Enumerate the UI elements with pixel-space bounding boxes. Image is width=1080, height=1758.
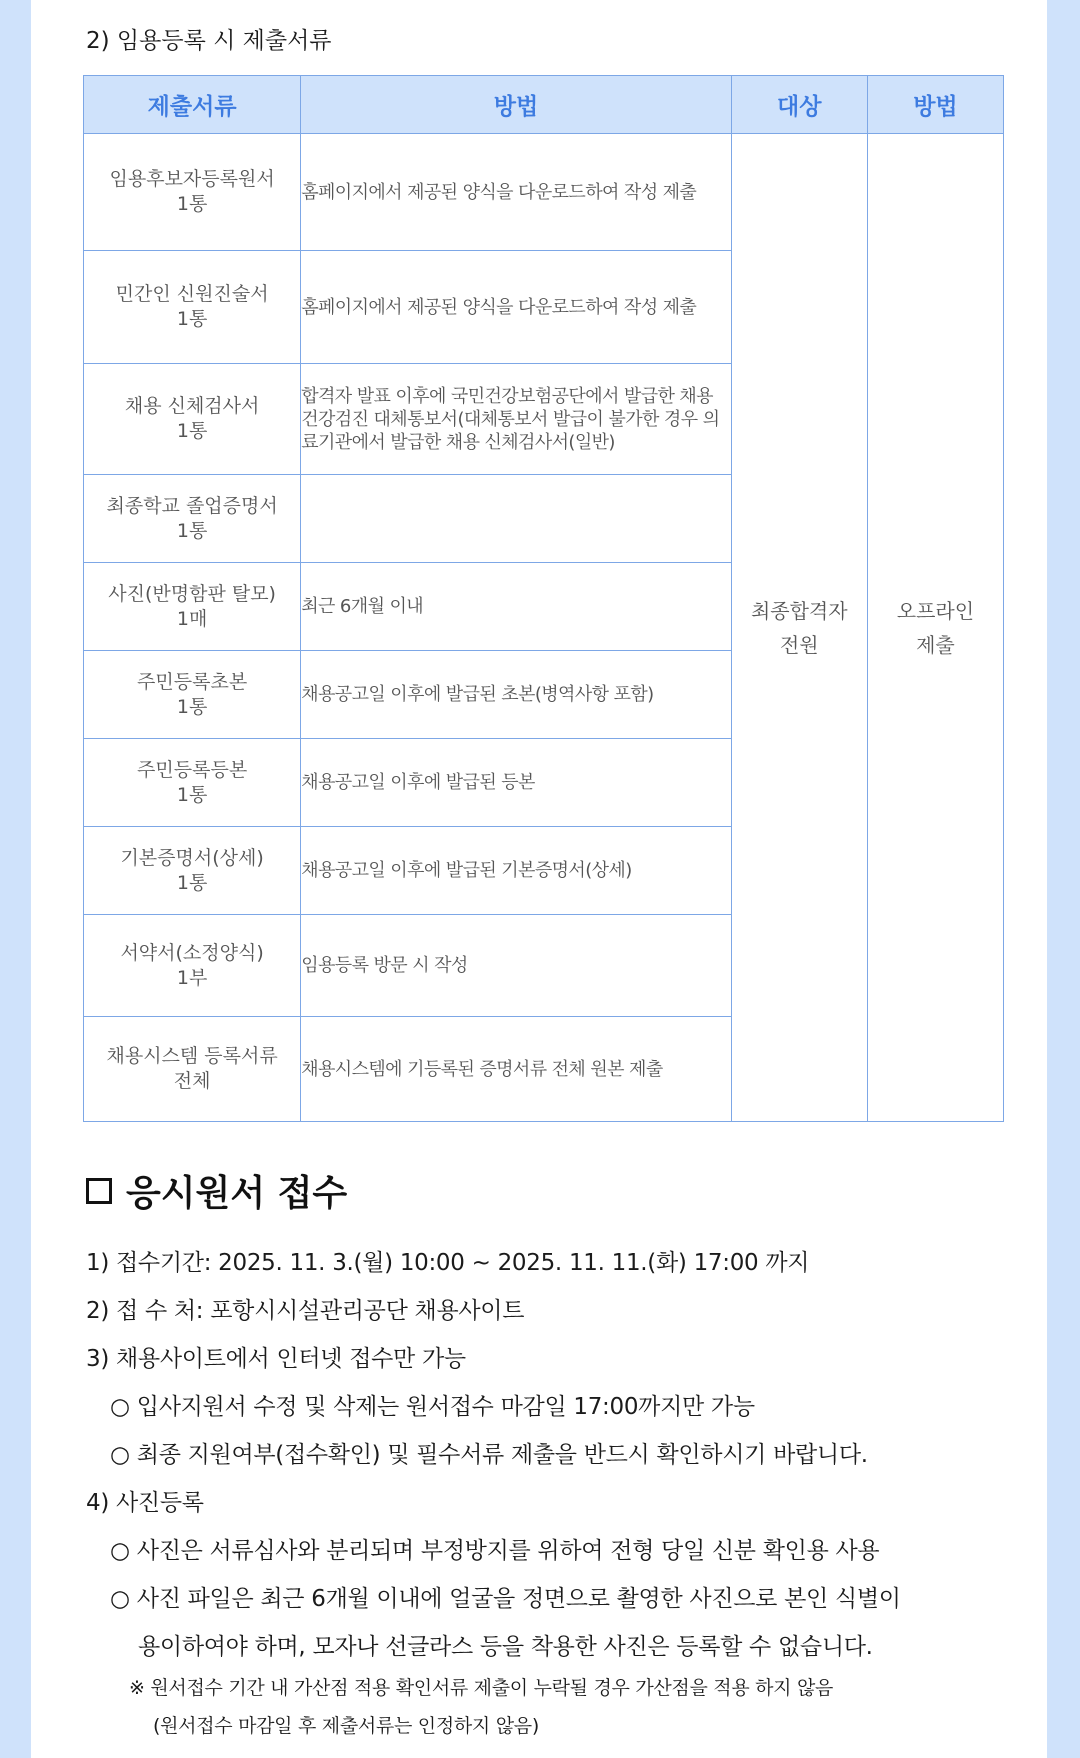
method-cell [301, 475, 731, 563]
photo-bullet: ○ 사진은 서류심사와 분리되며 부정방지를 위하여 전형 당일 신분 확인용 사용 [110, 1538, 880, 1564]
document-cell [84, 251, 301, 364]
header-method: 방법 [301, 76, 731, 134]
square-bullet-icon [86, 1178, 112, 1204]
section-title [86, 1165, 347, 1216]
document-name: 임용후보자등록원서 [109, 168, 275, 190]
method-cell: 채용시스템에 기등록된 증명서류 전체 원본 제출 [301, 1017, 731, 1122]
online-only-note: 3) 채용사이트에서 인터넷 접수만 가능 [86, 1346, 466, 1372]
document-quantity: 1통 [176, 193, 208, 215]
document-name: 기본증명서(상세) [120, 846, 264, 869]
document-name: 주민등록등본 [137, 758, 248, 781]
bonus-points-note: ※ 원서접수 기간 내 가산점 적용 확인서류 제출이 누락될 경우 가산점을 적용 하지 않음 [129, 1677, 834, 1699]
photo-bullet-continuation: 용이하여야 하며, 모자나 선글라스 등을 착용한 사진은 등록할 수 없습니다. [138, 1634, 873, 1660]
submission-line: 오프라인 [896, 598, 975, 623]
document-cell [84, 739, 301, 827]
document-quantity: 전체 [173, 1070, 211, 1092]
document-cell [84, 915, 301, 1017]
online-bullet: ○ 최종 지원여부(접수확인) 및 필수서류 제출을 반드시 확인하시기 바랍니다. [110, 1442, 868, 1468]
bonus-points-note-continuation: (원서접수 마감일 후 제출서류는 인정하지 않음) [153, 1715, 539, 1737]
application-place: 2) 접 수 처: 포항시시설관리공단 채용사이트 [86, 1298, 525, 1324]
document-quantity: 1통 [176, 695, 208, 718]
photo-bullet: ○ 사진 파일은 최근 6개월 이내에 얼굴을 정면으로 촬영한 사진으로 본인 식별이 [110, 1586, 901, 1612]
photo-heading: 4) 사진등록 [86, 1490, 204, 1516]
document-name: 사진(반명함판 탈모) [108, 582, 276, 605]
document-name: 채용시스템 등록서류 [106, 1045, 278, 1067]
document-name: 채용 신체검사서 [124, 395, 260, 417]
document-cell [84, 134, 301, 251]
method-cell: 채용공고일 이후에 발급된 초본(병역사항 포함) [301, 651, 731, 739]
section-title-text: 응시원서 접수 [126, 1173, 348, 1214]
document-cell [84, 651, 301, 739]
table-header-row [84, 76, 1004, 134]
document-page [31, 0, 1047, 1758]
method-cell: 홈페이지에서 제공된 양식을 다운로드하여 작성 제출 [301, 251, 731, 364]
document-cell [84, 1017, 301, 1122]
document-cell [84, 827, 301, 915]
target-line: 최종합격자 [750, 598, 848, 623]
document-name: 서약서(소정양식) [120, 941, 264, 964]
document-name: 최종학교 졸업증명서 [106, 494, 278, 517]
method-cell: 홈페이지에서 제공된 양식을 다운로드하여 작성 제출 [301, 134, 731, 251]
online-bullet: ○ 입사지원서 수정 및 삭제는 원서접수 마감일 17:00까지만 가능 [110, 1394, 755, 1420]
document-quantity: 1통 [176, 871, 208, 894]
document-quantity: 1매 [176, 607, 208, 630]
method-cell: 합격자 발표 이후에 국민건강보험공단에서 발급한 채용 건강검진 대체통보서(대체통보서 발급이 불가한 경우 의료기관에서 발급한 채용 신체검사서(일반) [301, 364, 731, 475]
document-cell [84, 563, 301, 651]
target-line: 전원 [779, 632, 819, 657]
method-cell: 임용등록 방문 시 작성 [301, 915, 731, 1017]
document-quantity: 1부 [176, 966, 208, 989]
table-row [84, 134, 1004, 251]
document-quantity: 1통 [176, 420, 208, 442]
document-name: 주민등록초본 [137, 670, 248, 693]
document-name: 민간인 신원진술서 [115, 283, 269, 305]
document-quantity: 1통 [176, 308, 208, 330]
target-cell [731, 134, 867, 1122]
docs-subheading: 2) 임용등록 시 제출서류 [86, 28, 332, 54]
document-cell [84, 364, 301, 475]
application-period: 1) 접수기간: 2025. 11. 3.(월) 10:00 ~ 2025. 11. 11.(화) 17:00 까지 [86, 1250, 810, 1276]
submission-line: 제출 [916, 632, 955, 657]
header-submission: 방법 [867, 76, 1003, 134]
method-cell: 최근 6개월 이내 [301, 563, 731, 651]
required-documents-table [83, 75, 1004, 1122]
document-cell [84, 475, 301, 563]
header-documents: 제출서류 [84, 76, 301, 134]
document-quantity: 1통 [176, 783, 208, 806]
method-cell: 채용공고일 이후에 발급된 기본증명서(상세) [301, 827, 731, 915]
submission-cell [867, 134, 1003, 1122]
document-quantity: 1통 [176, 519, 208, 542]
header-target: 대상 [731, 76, 867, 134]
method-cell: 채용공고일 이후에 발급된 등본 [301, 739, 731, 827]
